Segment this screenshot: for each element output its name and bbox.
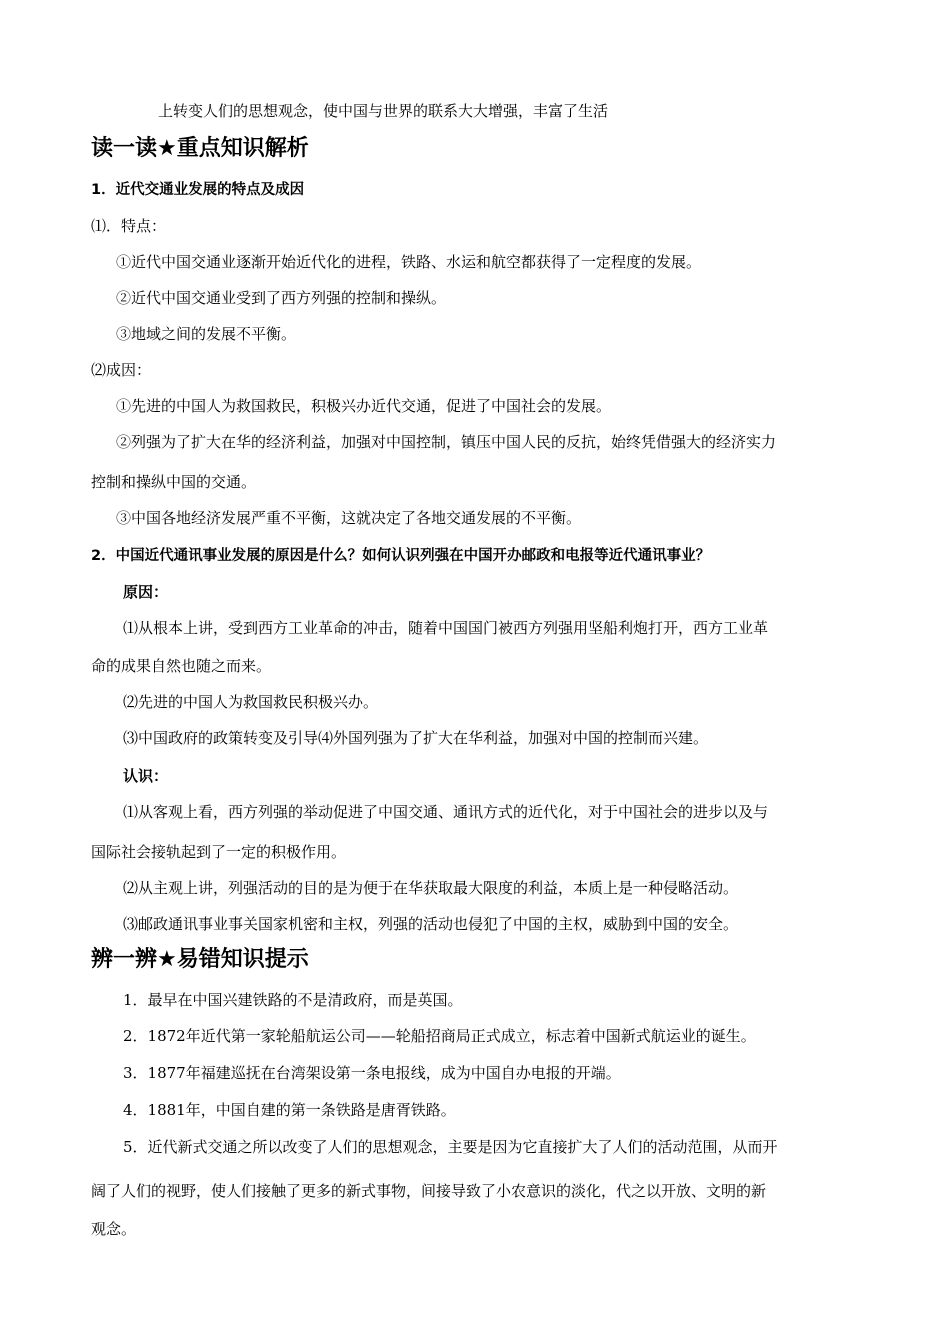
tip-2: 2．1872年近代第一家轮船航运公司——轮船招商局正式成立，标志着中国新式航运业的诞生。: [123, 1027, 756, 1045]
q2-reasons-label: 原因：: [123, 583, 169, 601]
intro-tail-text: 上转变人们的思想观念，使中国与世界的联系大大增强，丰富了生活: [158, 102, 609, 120]
tip-1: 1．最早在中国兴建铁路的不是清政府，而是英国。: [123, 991, 463, 1009]
q2-view-3: ⑶邮政通讯事业事关国家机密和主权，列强的活动也侵犯了中国的主权，威胁到中国的安全。: [123, 915, 739, 933]
q1-cause-2-line2: 控制和操纵中国的交通。: [91, 473, 257, 491]
q2-view-1-line1: ⑴从客观上看，西方列强的举动促进了中国交通、通讯方式的近代化，对于中国社会的进步以及与: [123, 803, 769, 821]
tip-4: 4．1881年，中国自建的第一条铁路是唐胥铁路。: [123, 1101, 456, 1119]
q1-feature-2: ②近代中国交通业受到了西方列强的控制和操纵。: [116, 289, 447, 307]
q1-title: 1．近代交通业发展的特点及成因: [91, 182, 305, 198]
q1-cause-3: ③中国各地经济发展严重不平衡，这就决定了各地交通发展的不平衡。: [116, 509, 582, 527]
q2-reason-3: ⑶中国政府的政策转变及引导⑷外国列强为了扩大在华利益，加强对中国的控制而兴建。: [123, 729, 709, 747]
section1-heading: 读一读★重点知识解析: [91, 136, 309, 161]
q2-views-label: 认识：: [123, 767, 169, 785]
q2-title: 2．中国近代通讯事业发展的原因是什么？如何认识列强在中国开办邮政和电报等近代通讯事业？: [91, 548, 711, 564]
tip-5-line3: 观念。: [91, 1220, 137, 1238]
section2-heading: 辨一辨★易错知识提示: [91, 947, 309, 972]
q1-feature-1: ①近代中国交通业逐渐开始近代化的进程，铁路、水运和航空都获得了一定程度的发展。: [116, 253, 702, 271]
q2-view-1-line2: 国际社会接轨起到了一定的积极作用。: [91, 843, 347, 861]
q1-cause-1: ①先进的中国人为救国救民，积极兴办近代交通，促进了中国社会的发展。: [116, 397, 612, 415]
q1-features-label: ⑴．特点：: [91, 217, 167, 235]
tip-5-line1: 5．近代新式交通之所以改变了人们的思想观念，主要是因为它直接扩大了人们的活动范围，从而开: [123, 1138, 778, 1156]
q1-cause-2-line1: ②列强为了扩大在华的经济利益，加强对中国控制，镇压中国人民的反抗，始终凭借强大的经济实力: [116, 433, 777, 451]
q2-reason-1-line1: ⑴从根本上讲，受到西方工业革命的冲击，随着中国国门被西方列强用坚船利炮打开，西方工业革: [123, 619, 769, 637]
q2-reason-1-line2: 命的成果自然也随之而来。: [91, 657, 272, 675]
q1-causes-label: ⑵成因：: [91, 361, 152, 379]
q2-reason-2: ⑵先进的中国人为救国救民积极兴办。: [123, 693, 379, 711]
tip-5-line2: 阔了人们的视野，使人们接触了更多的新式事物，间接导致了小农意识的淡化，代之以开放、文明的新: [91, 1182, 767, 1200]
tip-3: 3．1877年福建巡抚在台湾架设第一条电报线，成为中国自办电报的开端。: [123, 1064, 621, 1082]
q2-view-2: ⑵从主观上讲，列强活动的目的是为便于在华获取最大限度的利益，本质上是一种侵略活动。: [123, 879, 739, 897]
q1-feature-3: ③地域之间的发展不平衡。: [116, 325, 297, 343]
